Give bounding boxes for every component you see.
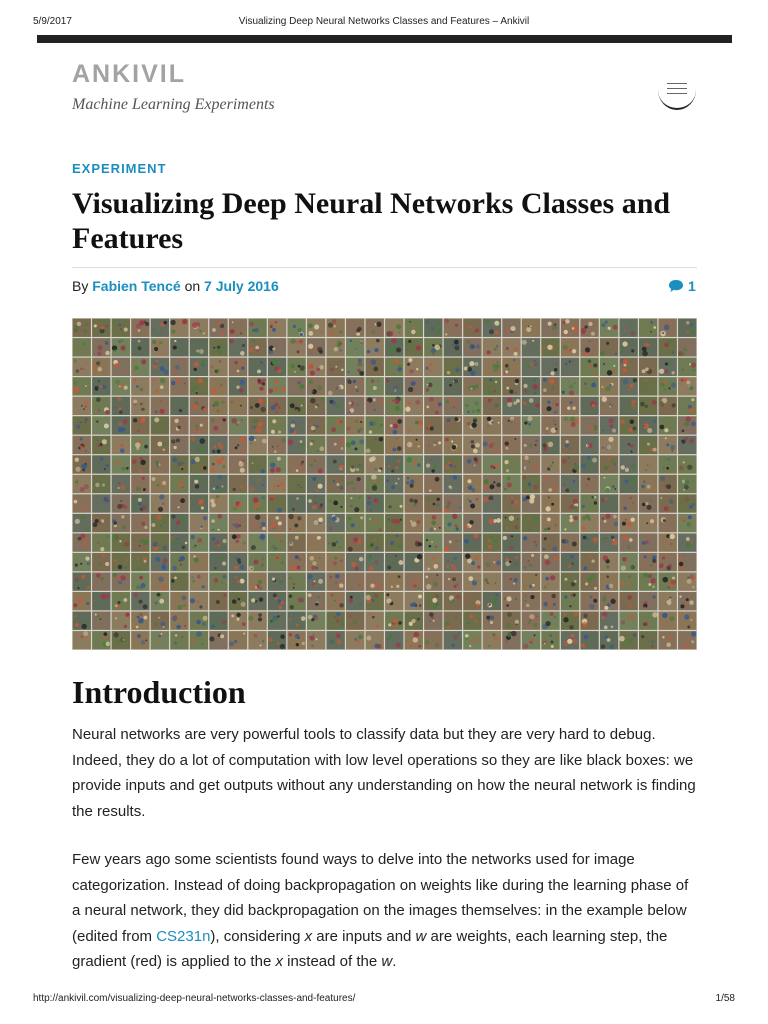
- page-number: 1/58: [715, 993, 735, 1004]
- print-footer: [0, 993, 768, 1007]
- hamburger-menu-icon: [667, 83, 687, 98]
- top-bar: [37, 35, 732, 43]
- by-label: By: [72, 278, 89, 294]
- print-url: http://ankivil.com/visualizing-deep-neural-networks-classes-and-features/: [33, 993, 356, 1004]
- site-title[interactable]: ANKIVIL: [72, 60, 186, 88]
- print-header: [0, 16, 768, 30]
- post-meta: [72, 278, 279, 294]
- cs231n-link[interactable]: CS231n: [156, 927, 211, 945]
- neural-features-mosaic: [72, 318, 697, 650]
- paragraph-2: Few years ago some scientists found ways to delve into the networks used for image categorization. Instead of doing backpropagation on weights like during the learning phase of a neural network, they did backpropagation on the images themselves: in the example below (edited from CS231n), considering x are inputs and w are weights, each learning step, the gradient (red) is applied to the x instead of the w.: [72, 851, 689, 970]
- print-title: Visualizing Deep Neural Networks Classes and Features – Ankivil: [238, 16, 530, 27]
- post-title: Visualizing Deep Neural Networks Classes and Features: [72, 187, 671, 255]
- menu-button[interactable]: [658, 70, 696, 110]
- comment-count: 1: [688, 278, 696, 294]
- divider: [72, 267, 697, 268]
- date-link[interactable]: 7 July 2016: [204, 278, 279, 294]
- comments-link[interactable]: [668, 278, 696, 294]
- author-link[interactable]: Fabien Tencé: [92, 278, 181, 294]
- paragraph-1: Neural networks are very powerful tools to classify data but they are very hard to debug. Indeed, they do a lot of computation with low level operations so they are like black boxes: we provide inputs and get outputs without any understanding on how the neural network is finding the results.: [72, 726, 696, 820]
- category-link[interactable]: EXPERIMENT: [72, 161, 167, 176]
- feature-image: [72, 318, 697, 650]
- print-date: 5/9/2017: [33, 16, 72, 27]
- site-tagline: Machine Learning Experiments: [72, 96, 275, 113]
- section-heading: Introduction: [72, 674, 246, 710]
- comment-icon: [668, 279, 684, 293]
- on-label: on: [184, 278, 201, 294]
